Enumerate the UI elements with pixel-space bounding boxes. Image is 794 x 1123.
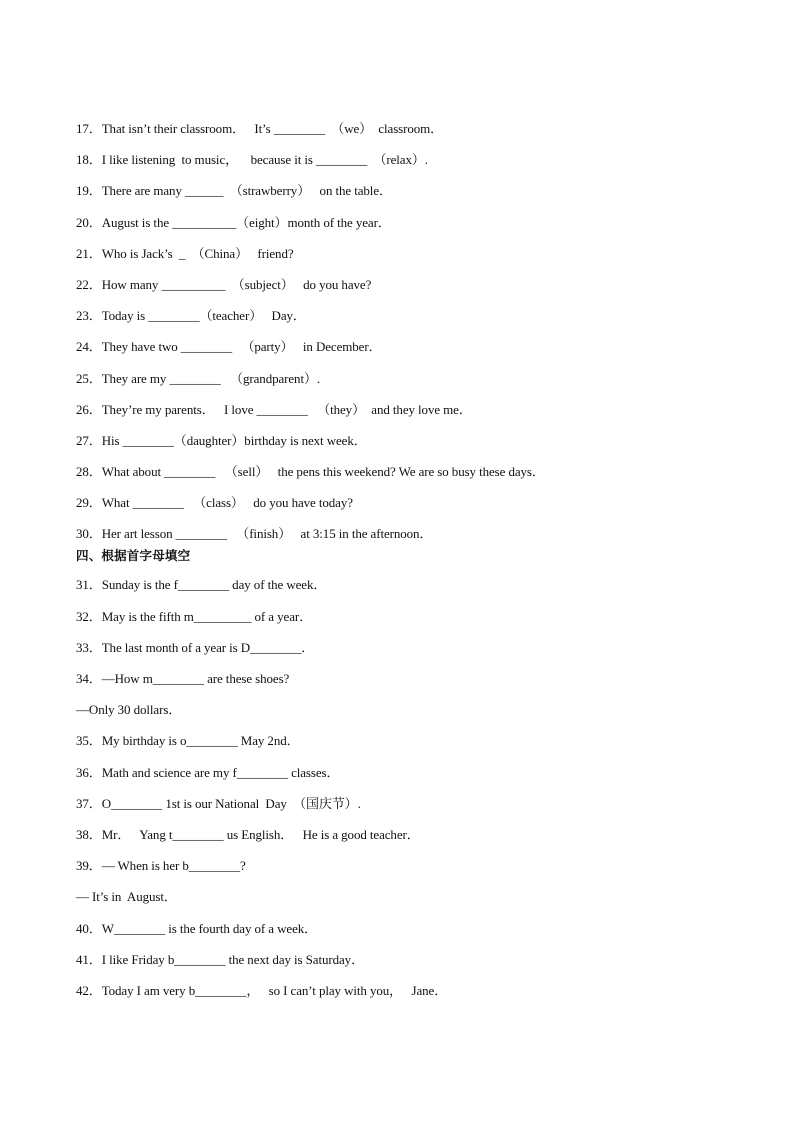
question-26: 26．They’re my parents． I love ________ （they） and they love me． (76, 401, 472, 417)
answer-34: —Only 30 dollars． (76, 702, 182, 718)
exercise-list (76, 119, 736, 1012)
question-25: 25．They are my ________ （grandparent）. (76, 370, 321, 386)
question-40: 40．W________ is the fourth day of a week． (76, 920, 318, 936)
question-35: 35．My birthday is o________ May 2nd． (76, 733, 300, 749)
answer-39: — It’s in August． (76, 889, 177, 905)
question-22: 22．How many __________ （subject） do you have? (76, 276, 372, 292)
question-31: 31．Sunday is the f________ day of the week． (76, 577, 327, 593)
question-37: 37．O________ 1st is our National Day （国庆节）. (76, 795, 361, 811)
question-18: 18．I like listening to music， because it is ________ （relax）. (76, 152, 428, 168)
question-32: 32．May is the fifth m_________ of a year． (76, 608, 312, 624)
question-20: 20．August is the __________（eight）month of the year． (76, 214, 391, 230)
question-19: 19．There are many ______ （strawberry） on the table． (76, 183, 392, 199)
question-34: 34．—How m________ are these shoes? (76, 671, 290, 686)
question-27: 27．His ________（daughter）birthday is next week． (76, 432, 367, 448)
question-41: 41．I like Friday b________ the next day is Saturday． (76, 951, 364, 967)
question-30: 30．Her art lesson ________ （finish） at 3:15 in the afternoon． (76, 526, 433, 542)
question-17: 17．That isn’t their classroom． It’s ________ （we） classroom． (76, 121, 444, 136)
question-33: 33．The last month of a year is D________． (76, 639, 315, 655)
question-29: 29．What ________ （class） do you have today? (76, 495, 353, 511)
question-36: 36．Math and science are my f________ classes． (76, 764, 340, 780)
question-38: 38．Mr． Yang t________ us English． He is a good teacher． (76, 826, 420, 842)
question-28: 28．What about ________ （sell） the pens this weekend? We are so busy these days． (76, 464, 545, 480)
question-24: 24．They have two ________ （party） in December． (76, 339, 382, 355)
question-21: 21．Who is Jack’s _ （China） friend? (76, 245, 294, 261)
question-42: 42．Today I am very b________， so I can’t play with you， Jane． (76, 982, 448, 998)
question-39: 39．— When is her b________? (76, 858, 246, 874)
section-heading: 四、根据首字母填空 (76, 548, 191, 564)
question-23: 23．Today is ________（teacher） Day． (76, 308, 306, 324)
